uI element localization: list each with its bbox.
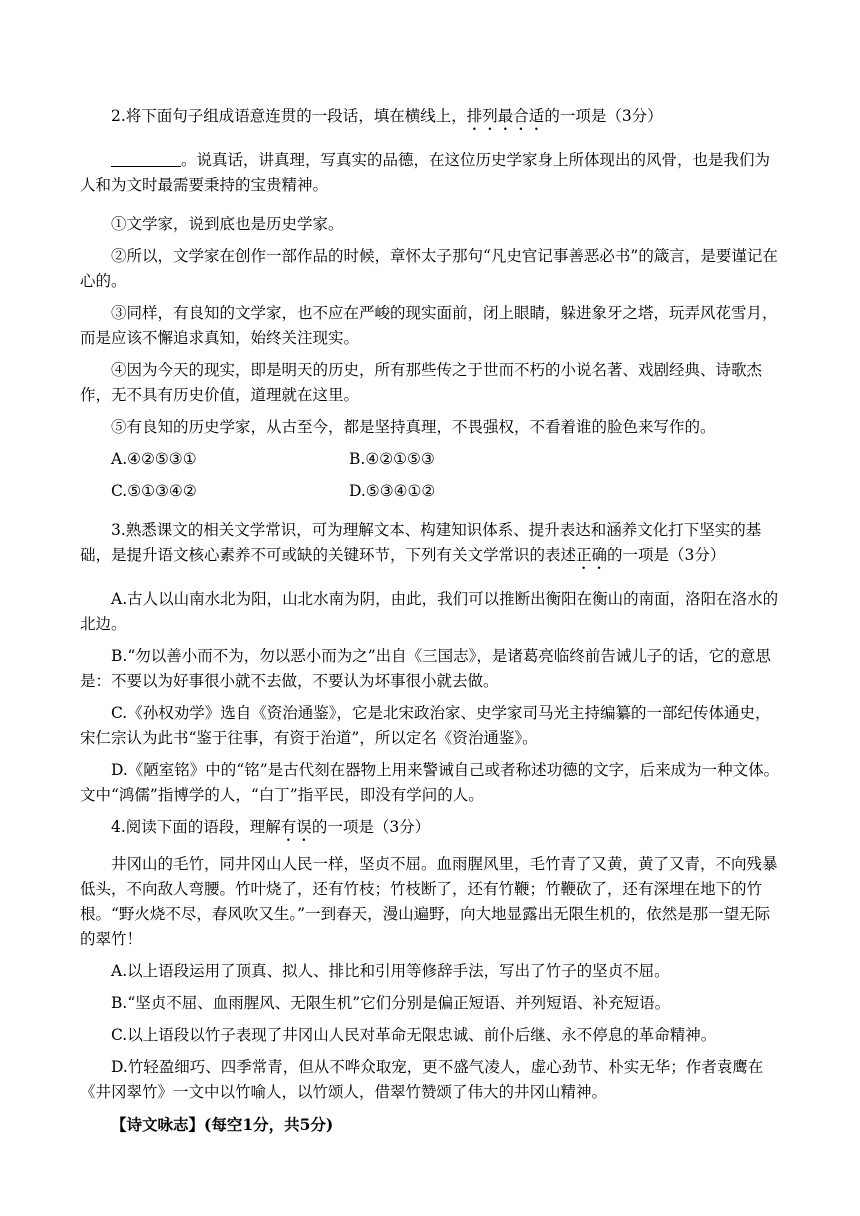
q3-stem-emphasis: 正确 bbox=[576, 546, 608, 564]
q2-options-row-2 bbox=[80, 479, 782, 504]
q4-stem bbox=[80, 815, 782, 845]
answer-blank bbox=[111, 149, 181, 167]
q4-option-c: C.以上语段以竹子表现了井冈山人民对革命无限忠诚、前仆后继、永不停息的革命精神。 bbox=[111, 1026, 717, 1044]
q2-sentence-5: ⑤有良知的历史学家，从古至今，都是坚持真理，不畏强权，不看着谁的脸色来写作的。 bbox=[111, 418, 716, 436]
q3-stem-score: 的一项是（3分） bbox=[607, 546, 726, 564]
q4-option-a: A.以上语段运用了顶真、拟人、排比和引用等修辞手法，写出了竹子的坚贞不屈。 bbox=[111, 962, 670, 980]
q3-stem bbox=[80, 518, 782, 573]
q3-option-a: A.古人以山南水北为阳，山北水南为阴，由此，我们可以推断出衡阳在衡山的南面，洛阳在洛水的北边。 bbox=[80, 590, 779, 633]
q2-passage bbox=[80, 148, 782, 198]
section-note: (每空1分，共5分) bbox=[204, 1115, 334, 1134]
section-title: 【诗文咏志】 bbox=[111, 1115, 205, 1134]
q3-option-d: D.《陋室铭》中的“铭”是古代刻在器物上用来警诫自己或者称述功德的文字，后来成为一种文体。文中“鸿儒”指博学的人，“白丁”指平民，即没有学问的人。 bbox=[80, 761, 780, 804]
section-heading bbox=[80, 1112, 782, 1138]
q2-options-row-1 bbox=[80, 447, 782, 472]
q4-option-b: B.“坚贞不屈、血雨腥风、无限生机”它们分别是偏正短语、并列短语、补充短语。 bbox=[111, 994, 671, 1012]
q2-stem bbox=[80, 104, 782, 134]
q4-stem-score: 的一项是（3分） bbox=[311, 818, 431, 836]
exam-content bbox=[80, 104, 782, 1138]
q2-sentence-1: ①文学家，说到底也是历史学家。 bbox=[111, 215, 344, 233]
q3-option-b: B.“勿以善小而不为，勿以恶小而为之”出自《三国志》，是诸葛亮临终前告诫儿子的话，它的意思是：不要以为好事很小就不去做，不要认为坏事很小就去做。 bbox=[80, 647, 771, 690]
q2-sentence-4: ④因为今天的现实，即是明天的历史，所有那些传之于世而不朽的小说名著、戏剧经典、诗歌杰作，无不具有历史价值，道理就在这里。 bbox=[80, 361, 763, 404]
q2-stem-score: 的一项是（3分） bbox=[544, 107, 663, 125]
q3-stem-text: 3.熟悉课文的相关文学常识，可为理解文本、构建知识体系、提升表达和涵养文化打下坚实的基础，是提升语文核心素养不可或缺的关键环节，下列有关文学常识的表述 bbox=[80, 521, 762, 564]
q2-passage-text: 。说真话，讲真理，写真实的品德，在这位历史学家身上所体现出的风骨，也是我们为人和为文时最需要秉持的宝贵精神。 bbox=[80, 151, 771, 194]
q3-option-c: C.《孙权劝学》选自《资治通鉴》，它是北宋政治家、史学家司马光主持编纂的一部纪传体通史，宋仁宗认为此书“鉴于往事，有资于治道”，所以定名《资治通鉴》。 bbox=[80, 704, 771, 747]
q4-stem-text: 4.阅读下面的语段，理解 bbox=[111, 818, 281, 836]
q2-option-c: C.⑤①③④② bbox=[111, 482, 197, 500]
q4-option-d: D.竹轻盈细巧、四季常青，但从不哗众取宠，更不盛气凌人，虚心劲节、朴实无华；作者袁鹰在《井冈翠竹》一文中以竹喻人，以竹颂人，借翠竹赞颂了伟大的井冈山精神。 bbox=[80, 1058, 764, 1101]
q2-stem-emphasis: 排列最合适 bbox=[466, 107, 545, 125]
q4-stem-emphasis: 有误 bbox=[280, 818, 312, 836]
q2-stem-text: 2.将下面句子组成语意连贯的一段话，填在横线上， bbox=[111, 107, 467, 125]
q2-sentence-3: ③同样，有良知的文学家，也不应在严峻的现实面前，闭上眼睛，躲进象牙之塔，玩弄风花雪月，而是应该不懈追求真知，始终关注现实。 bbox=[80, 304, 778, 347]
q2-option-b: B.④②①⑤③ bbox=[349, 450, 435, 468]
q4-passage: 井冈山的毛竹，同井冈山人民一样，坚贞不屈。血雨腥风里，毛竹青了又黄，黄了又青，不向残暴低头，不向敌人弯腰。竹叶烧了，还有竹枝；竹枝断了，还有竹鞭；竹鞭砍了，还有深埋在地下的竹根。“野火烧不尽，春风吹又生。”一到春天，漫山遍野，向大地显露出无限生机的，依然是那一望无际的翠竹！ bbox=[80, 855, 778, 948]
q2-option-a: A.④②⑤③① bbox=[111, 450, 197, 468]
q2-sentence-2: ②所以，文学家在创作一部作品的时候，章怀太子那句“凡史官记事善恶必书”的箴言，是要谨记在心的。 bbox=[80, 247, 778, 290]
q2-option-d: D.⑤③④①② bbox=[349, 482, 436, 500]
